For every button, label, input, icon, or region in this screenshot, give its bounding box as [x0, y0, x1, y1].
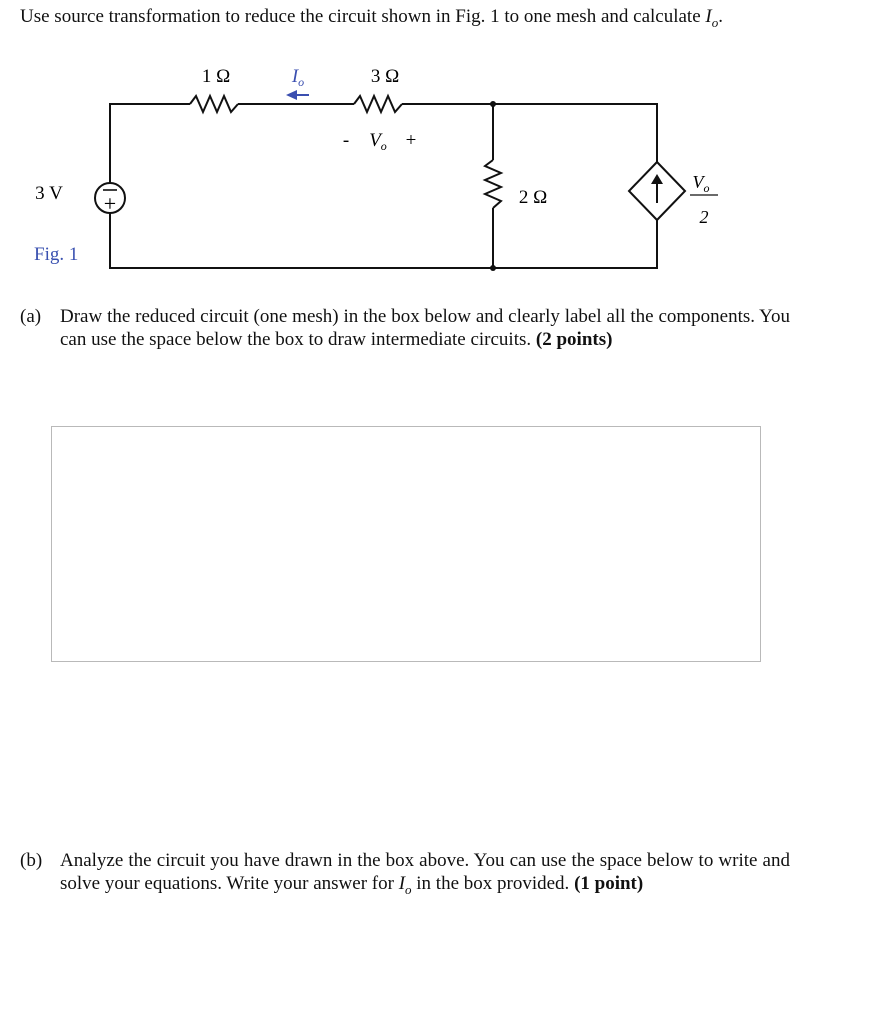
r3-label: 2 Ω — [518, 187, 548, 208]
wire-left-bottom — [110, 212, 657, 268]
wire-top-right — [402, 104, 657, 162]
part-a-points: (2 points) — [535, 329, 613, 350]
source-plus-sign: + — [103, 191, 117, 216]
resistor-3-ohm — [354, 96, 402, 112]
part-a-text: Draw the reduced circuit (one mesh) in the box below and clearly label all the components. You can use the space below the box to draw intermediate circuits. — [60, 306, 790, 350]
part-b-points: (1 point) — [574, 873, 644, 894]
part-b-label: (b) — [20, 850, 43, 871]
dependent-source-denominator: 2 — [699, 207, 709, 227]
part-a-label: (a) — [20, 306, 42, 327]
resistor-2-ohm — [485, 160, 501, 208]
part-b-question — [20, 849, 790, 901]
part-b-variable: $I_o$ — [398, 873, 412, 897]
vo-plus-sign: + — [405, 130, 417, 151]
junction-dot — [490, 265, 496, 271]
current-arrow-icon — [286, 90, 297, 100]
resistor-1-ohm — [190, 96, 238, 112]
part-a-question — [20, 305, 790, 351]
part-b-text: Analyze the circuit you have drawn in the box above. You can use the space below to write and solve your equations. Write your answer for — [60, 850, 790, 894]
circuit-figure — [0, 0, 869, 300]
problem-statement: Use source transformation to reduce the circuit shown in Fig. 1 to one mesh and calculate $I_o$. — [20, 6, 723, 30]
figure-caption: Fig. 1 — [34, 244, 79, 265]
problem-variable: $I_o$ — [705, 6, 719, 30]
vo-minus-sign: - — [342, 130, 350, 151]
r1-label: 1 Ω — [201, 66, 231, 87]
answer-box[interactable] — [51, 426, 761, 662]
problem-text: Use source transformation to reduce the circuit shown in Fig. 1 to one mesh and calculate — [20, 6, 701, 27]
wire-top-left — [110, 104, 190, 185]
current-label: $I_o$ — [291, 66, 305, 89]
junction-dot — [490, 101, 496, 107]
dependent-source-numerator: $V_o$ — [692, 172, 710, 195]
vo-label: $V_o$ — [369, 130, 387, 153]
part-b-text-end: in the box provided. — [416, 873, 570, 894]
source-label: 3 V — [35, 183, 63, 204]
r2-label: 3 Ω — [370, 66, 400, 87]
